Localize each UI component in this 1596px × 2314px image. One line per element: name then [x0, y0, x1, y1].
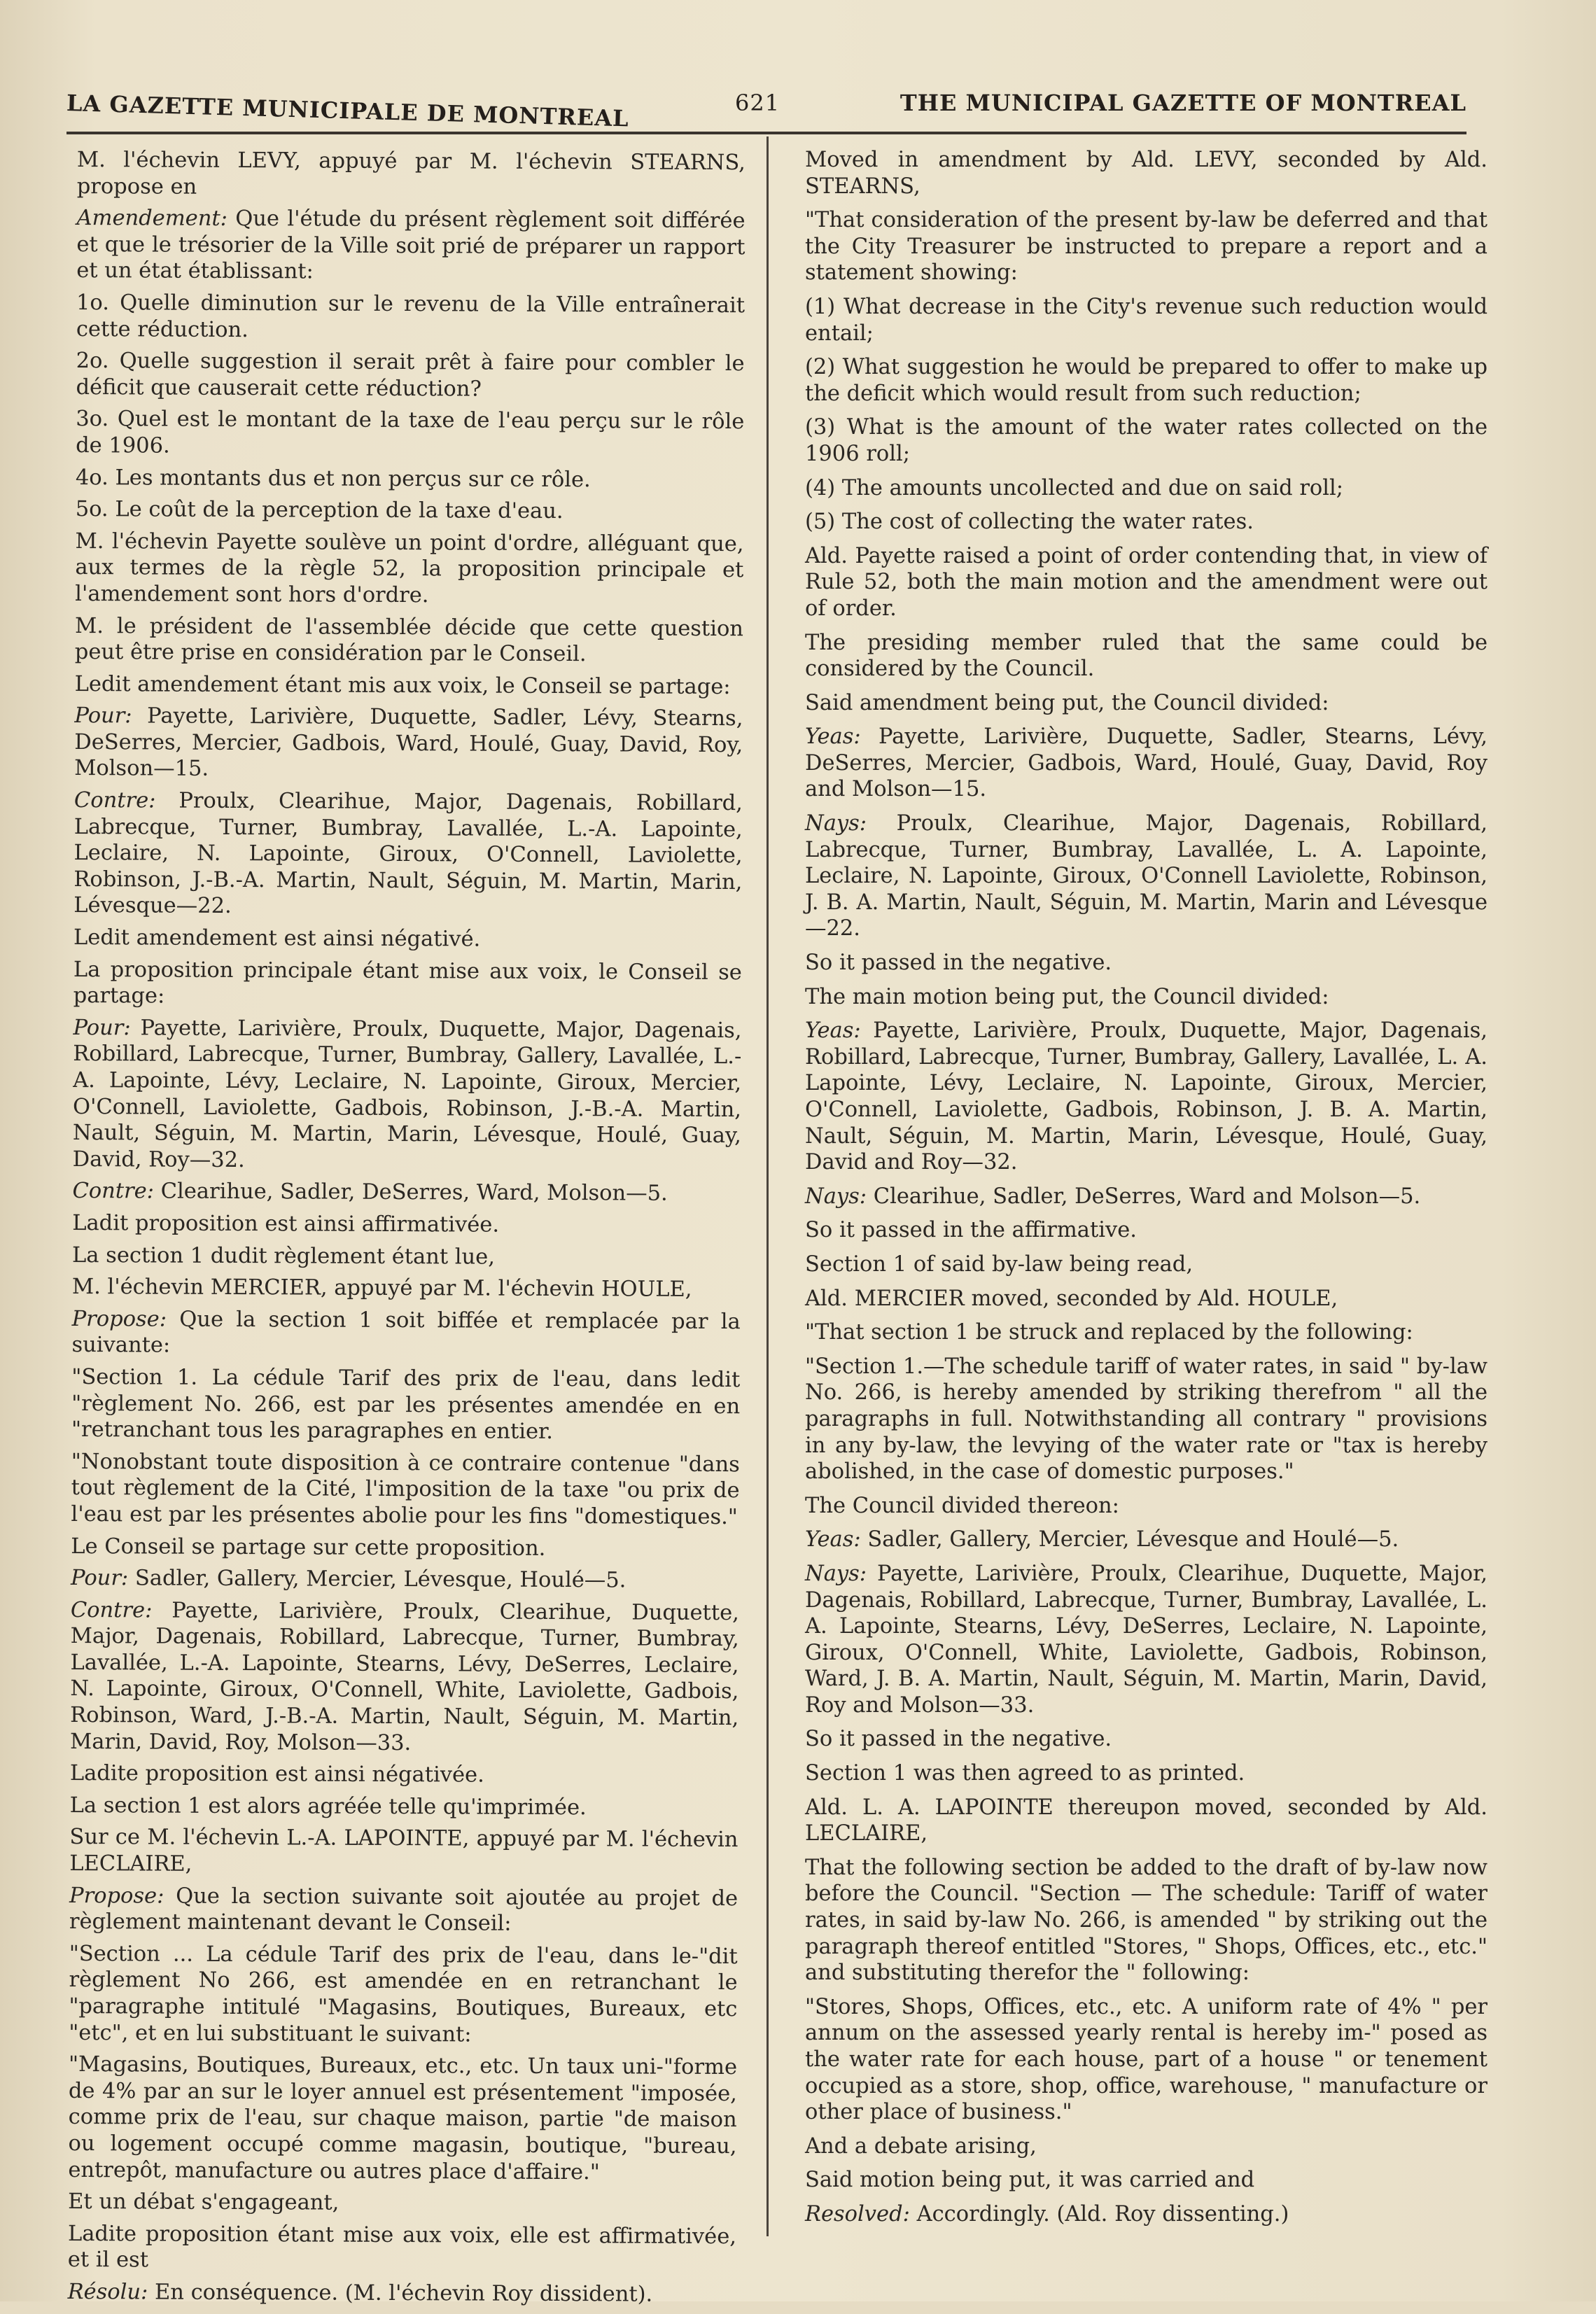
english-paragraph — [805, 1217, 1488, 1244]
paragraph-text: So it passed in the negative. — [805, 951, 1112, 976]
header-english-title: THE MUNICIPAL GAZETTE OF MONTREAL — [899, 90, 1466, 116]
english-paragraph — [805, 543, 1488, 622]
paragraph-text: That the following section be added to the draft of by-law now before the Council. "Section — The schedule: Tariff of water rates, in said by-law No. 266, is amended " by striking out the paragraph thereof entitled "Stores, " Shops, Offices, etc., etc." and substituting therefor the " following: — [805, 1855, 1488, 1986]
french-paragraph — [74, 925, 742, 954]
french-paragraph — [68, 2279, 736, 2308]
paragraph-text: (3) What is the amount of the water rates collected on the 1906 roll; — [805, 415, 1488, 466]
vote-label: Nays: — [805, 811, 867, 836]
english-paragraph — [805, 147, 1488, 199]
paragraph-text: The presiding member ruled that the same could be considered by the Council. — [805, 630, 1488, 682]
french-paragraph — [70, 1760, 738, 1790]
header-rule — [66, 132, 1466, 134]
paragraph-text: (4) The amounts uncollected and due on said roll; — [805, 475, 1344, 500]
paragraph-text: En conséquence. (M. l'échevin Roy dissident). — [148, 2280, 653, 2307]
paragraph-text: Said motion being put, it was carried and — [805, 2168, 1255, 2193]
paragraph-text: "Section 1. La cédule Tarif des prix de l'eau, dans ledit "règlement No. 266, est par les présentes amendée en en "retranchant tous les paragraphes en entier. — [71, 1364, 741, 1445]
english-paragraph — [805, 950, 1488, 976]
french-paragraph — [76, 496, 744, 526]
vote-label: Amendement: — [76, 206, 228, 232]
paragraph-text: Proulx, Clearihue, Major, Dagenais, Robillard, Labrecque, Turner, Bumbray, Lavallée, L.-A. Lapointe, Leclaire, N. Lapointe, Giroux, O'Connell, Laviolette, Robinson, J.-B.-A. Martin, Nault, Séguin, M. Martin, Marin, Lévesque—22. — [74, 788, 743, 919]
english-paragraph — [805, 1018, 1488, 1176]
vote-label: Resolved: — [805, 2201, 910, 2227]
paragraph-text: (2) What suggestion he would be prepared to offer to make up the deficit which would result from such reduction; — [805, 355, 1488, 406]
page-header — [66, 83, 1466, 132]
french-paragraph — [72, 1210, 741, 1240]
paragraph-text: So it passed in the affirmative. — [805, 1218, 1137, 1243]
french-paragraph — [76, 205, 745, 287]
french-paragraph — [71, 1565, 739, 1594]
paragraph-text: M. l'échevin MERCIER, appuyé par M. l'échevin HOULE, — [71, 1275, 692, 1303]
english-paragraph — [805, 1286, 1488, 1312]
french-paragraph — [76, 465, 744, 494]
french-paragraph — [74, 703, 743, 785]
french-paragraph — [72, 1242, 741, 1272]
vote-label: Yeas: — [805, 1018, 861, 1044]
french-paragraph — [71, 1533, 739, 1562]
french-paragraph — [75, 528, 743, 610]
paragraph-text: Que la section suivante soit ajoutée au projet de règlement maintenant devant le Conseil: — [69, 1884, 738, 1936]
french-paragraph — [71, 1364, 740, 1446]
paragraph-text: La section 1 dudit règlement étant lue, — [72, 1242, 496, 1270]
english-paragraph — [805, 2133, 1488, 2160]
paragraph-text: 4o. Les montants dus et non perçus sur ce rôle. — [75, 465, 591, 492]
english-paragraph — [805, 1994, 1488, 2126]
paragraph-text: Ledit amendement étant mis aux voix, le Conseil se partage: — [74, 671, 731, 699]
english-paragraph — [805, 1493, 1488, 1520]
paragraph-text: 5o. Le coût de la perception de la taxe d'eau. — [75, 497, 564, 524]
paragraph-text: Payette, Larivière, Proulx, Clearihue, Duquette, Major, Dagenais, Robillard, Labrecque, Turner, Bumbray, Lavallée, L. A. Lapointe, Stearns, Lévy, DeSerres, Leclaire, N. Lapointe, Giroux, O'Connell, White, Laviolette, Gadbois, Robinson, Ward, J. B. A. Martin, Nault, Séguin, M. Martin, Marin, David, Roy and Molson—33. — [805, 1561, 1488, 1718]
french-paragraph — [76, 348, 744, 403]
paragraph-text: Payette, Larivière, Duquette, Sadler, Lévy, Stearns, DeSerres, Mercier, Gadbois, Ward, Houlé, Guay, David, Roy, Molson—15. — [74, 703, 743, 782]
paragraph-text: Ledit amendement est ainsi négativé. — [73, 925, 481, 952]
paragraph-text: And a debate arising, — [805, 2133, 1037, 2159]
french-paragraph — [69, 1824, 738, 1879]
english-paragraph — [805, 1184, 1488, 1210]
paragraph-text: Sadler, Gallery, Mercier, Lévesque and Houlé—5. — [860, 1527, 1399, 1552]
paragraph-text: Section 1 was then agreed to as printed. — [805, 1761, 1245, 1786]
english-paragraph — [805, 207, 1488, 286]
paragraph-text: Sur ce M. l'échevin L.-A. LAPOINTE, appuyé par M. l'échevin LECLAIRE, — [69, 1825, 738, 1877]
paragraph-text: Accordingly. (Ald. Roy dissenting.) — [909, 2201, 1289, 2227]
english-paragraph — [805, 984, 1488, 1011]
french-paragraph — [75, 612, 743, 668]
paragraph-text: Said amendment being put, the Council divided: — [805, 690, 1329, 715]
paragraph-text: Que l'étude du présent règlement soit différée et que le trésorier de la Ville soit prié de préparer un rapport et un état établissant: — [76, 206, 746, 284]
english-paragraph — [805, 690, 1488, 717]
english-paragraph — [805, 2167, 1488, 2194]
paragraph-text: Sadler, Gallery, Mercier, Lévesque, Houlé—5. — [128, 1566, 626, 1593]
paragraph-text: "Nonobstant toute disposition à ce contraire contenue "dans tout règlement de la Cité, l'imposition de la taxe "ou prix de l'eau est par les présentes abolie pour les fins "domestiques." — [71, 1449, 740, 1530]
english-paragraph — [805, 354, 1488, 407]
paragraph-text: (1) What decrease in the City's revenue such reduction would entail; — [805, 294, 1488, 346]
french-paragraph — [75, 671, 743, 701]
paragraph-text: Ald. L. A. LAPOINTE thereupon moved, seconded by Ald. LECLAIRE, — [805, 1795, 1488, 1846]
paragraph-text: "Magasins, Boutiques, Bureaux, etc., etc. Un taux uni-"forme de 4% par an sur le loyer annuel est présentement "imposée, comme prix de l'eau, sur chaque maison, partie "de maison ou logement occupé comme magasin, boutique, "bureau, entrepôt, manufacture ou autres place d'affaire." — [68, 2052, 738, 2185]
paragraph-text: The Council divided thereon: — [805, 1493, 1119, 1518]
vote-label: Propose: — [69, 1883, 164, 1909]
english-paragraph — [805, 294, 1488, 346]
english-paragraph — [805, 1251, 1488, 1278]
paragraph-text: Payette, Larivière, Proulx, Clearihue, Duquette, Major, Dagenais, Robillard, Labrecque, Turner, Bumbray, Lavallée, L.-A. Lapointe, Stearns, Lévy, DeSerres, Leclaire, N. Lapointe, Giroux, O'Connell, White, Laviolette, Gadbois, Robinson, Ward, J.-B.-A. Martin, Nault, Séguin, M. Martin, Marin, David, Roy, Molson—33. — [69, 1598, 739, 1755]
paragraph-text: So it passed in the negative. — [805, 1727, 1112, 1752]
french-paragraph — [74, 787, 743, 922]
paragraph-text: Ladit proposition est ainsi affirmativée. — [72, 1210, 500, 1237]
column-divider — [766, 136, 769, 2236]
english-paragraph — [805, 811, 1488, 942]
english-column — [805, 147, 1488, 2236]
paragraph-text: "That section 1 be struck and replaced by the following: — [805, 1320, 1413, 1345]
vote-label: Nays: — [805, 1184, 867, 1209]
french-paragraph — [68, 2052, 737, 2186]
paragraph-text: Ald. Payette raised a point of order contending that, in view of Rule 52, both the main motion and the amendment were out of order. — [805, 543, 1488, 621]
paragraph-text: Payette, Larivière, Duquette, Sadler, Stearns, Lévy, DeSerres, Mercier, Gadbois, Ward, Houlé, Guay, David, Roy and Molson—15. — [805, 724, 1488, 802]
french-paragraph — [69, 1883, 738, 1938]
paragraph-text: Clearihue, Sadler, DeSerres, Ward and Molson—5. — [867, 1184, 1421, 1209]
vote-label: Résolu: — [67, 2279, 148, 2305]
paragraph-text: The main motion being put, the Council divided: — [805, 984, 1329, 1009]
french-paragraph — [71, 1449, 739, 1531]
french-paragraph — [77, 147, 746, 202]
english-paragraph — [805, 1760, 1488, 1787]
paragraph-text: Section 1 of said by-law being read, — [805, 1251, 1194, 1277]
paragraph-text: Ald. MERCIER moved, seconded by Ald. HOULE, — [805, 1286, 1338, 1311]
french-paragraph — [76, 406, 744, 461]
paragraph-text: M. l'échevin LEVY, appuyé par M. l'échevin STEARNS, propose en — [76, 147, 746, 199]
paragraph-text: Clearihue, Sadler, DeSerres, Ward, Molson—5. — [153, 1179, 668, 1207]
paragraph-text: Moved in amendment by Ald. LEVY, seconded by Ald. STEARNS, — [805, 148, 1488, 199]
paragraph-text: Le Conseil se partage sur cette proposition. — [71, 1534, 546, 1561]
french-paragraph — [69, 1941, 738, 2049]
paragraph-text: Et un débat s'engageant, — [68, 2189, 340, 2215]
french-paragraph — [72, 1274, 741, 1303]
french-paragraph — [76, 290, 745, 345]
french-paragraph — [70, 1793, 738, 1822]
paragraph-text: "Section 1.—The schedule tariff of water rates, in said " by-law No. 266, is hereby amended by striking therefrom " all the paragraphs in full. Notwithstanding all contrary " provisions in any by-law, the levying of the water rate or "tax is hereby abolished, in the case of domestic purposes." — [805, 1354, 1488, 1485]
english-paragraph — [805, 630, 1488, 682]
vote-label: Pour: — [74, 703, 132, 729]
english-paragraph — [805, 1527, 1488, 1553]
english-paragraph — [805, 2201, 1488, 2228]
english-paragraph — [805, 1354, 1488, 1485]
header-french-title: LA GAZETTE MUNICIPALE DE MONTREAL — [66, 90, 630, 132]
paragraph-text: Que la section 1 soit biffée et remplacée par la suivante: — [71, 1307, 741, 1358]
french-paragraph — [74, 957, 742, 1012]
english-paragraph — [805, 1319, 1488, 1346]
english-paragraph — [805, 724, 1488, 803]
english-paragraph — [805, 1561, 1488, 1719]
vote-label: Nays: — [805, 1561, 867, 1586]
vote-label: Contre: — [74, 788, 156, 813]
paragraph-text: La proposition principale étant mise aux voix, le Conseil se partage: — [73, 957, 742, 1009]
french-paragraph — [73, 1015, 742, 1176]
vote-label: Pour: — [73, 1015, 131, 1041]
english-paragraph — [805, 475, 1488, 502]
french-paragraph — [71, 1306, 740, 1361]
paragraph-text: Proulx, Clearihue, Major, Dagenais, Robillard, Labrecque, Turner, Bumbray, Lavallée, L. A. Lapointe, Leclaire, N. Lapointe, Giroux, O'Connell Laviolette, Robinson, J. B. A. Martin, Nault, Séguin, M. Martin, Marin and Lévesque—22. — [805, 811, 1488, 941]
english-paragraph — [805, 1855, 1488, 1986]
french-paragraph — [72, 1178, 741, 1207]
paragraph-text: M. l'échevin Payette soulève un point d'ordre, alléguant que, aux termes de la règle 52, la proposition principale et l'amendement sont hors d'ordre. — [75, 528, 744, 608]
paragraph-text: "Section ... La cédule Tarif des prix de l'eau, dans le-"dit règlement No 266, est amendée en en retranchant le "paragraphe intitulé "Magasins, Boutiques, Bureaux, etc "etc", et en lui substituant le suivant: — [69, 1941, 738, 2047]
paragraph-text: 2o. Quelle suggestion il serait prêt à faire pour combler le déficit que causerait cette réduction? — [76, 349, 745, 402]
paragraph-text: La section 1 est alors agréée telle qu'imprimée. — [69, 1793, 587, 1821]
page-number: 621 — [735, 90, 780, 116]
paragraph-text: "That consideration of the present by-law be deferred and that the City Treasurer be instructed to prepare a report and a statement showing: — [805, 208, 1488, 286]
english-paragraph — [805, 509, 1488, 535]
paragraph-text: 3o. Quel est le montant de la taxe de l'eau perçu sur le rôle de 1906. — [76, 407, 745, 458]
vote-label: Propose: — [71, 1306, 167, 1332]
vote-label: Pour: — [71, 1566, 129, 1591]
vote-label: Yeas: — [805, 1527, 861, 1552]
english-paragraph — [805, 1726, 1488, 1753]
paragraph-text: M. le président de l'assemblée décide que cette question peut être prise en considération par le Conseil. — [74, 613, 744, 667]
vote-label: Contre: — [72, 1179, 155, 1204]
vote-label: Yeas: — [805, 724, 861, 750]
french-paragraph — [68, 2189, 736, 2218]
english-paragraph — [805, 1795, 1488, 1847]
paragraph-text: Ladite proposition étant mise aux voix, elle est affirmativée, et il est — [67, 2221, 737, 2273]
paragraph-text: Ladite proposition est ainsi négativée. — [69, 1761, 484, 1788]
vote-label: Contre: — [70, 1597, 153, 1623]
english-paragraph — [805, 414, 1488, 467]
paragraph-text: "Stores, Shops, Offices, etc., etc. A uniform rate of 4% " per annum on the assessed yearly rental is hereby im-" posed as the water rate for each house, part of a house " or tenement occupied as a store, shop, office, warehouse, " manufacture or other place of business." — [805, 1994, 1488, 2125]
french-paragraph — [68, 2221, 736, 2276]
paragraph-text: 1o. Quelle diminution sur le revenu de la Ville entraînerait cette réduction. — [76, 290, 746, 342]
french-column — [68, 147, 746, 2314]
french-paragraph — [70, 1597, 739, 1758]
paragraph-text: Payette, Larivière, Proulx, Duquette, Major, Dagenais, Robillard, Labrecque, Turner, Bumbray, Gallery, Lavallée, L.-A. Lapointe, Lévy, Leclaire, N. Lapointe, Giroux, Mercier, O'Connell, Laviolette, Gadbois, Robinson, J.-B.-A. Martin, Nault, Séguin, M. Martin, Marin, Lévesque, Houlé, Guay, David, Roy—32. — [72, 1016, 742, 1172]
paragraph-text: (5) The cost of collecting the water rates. — [805, 510, 1254, 535]
paragraph-text: Payette, Larivière, Proulx, Duquette, Major, Dagenais, Robillard, Labrecque, Turner, Bumbray, Gallery, Lavallée, L. A. Lapointe, Lévy, Leclaire, N. Lapointe, Giroux, Mercier, O'Connell, Laviolette, Gadbois, Robinson, J. B. A. Martin, Nault, Séguin, M. Martin, Marin, Lévesque, Houlé, Guay, David and Roy—32. — [805, 1018, 1488, 1175]
